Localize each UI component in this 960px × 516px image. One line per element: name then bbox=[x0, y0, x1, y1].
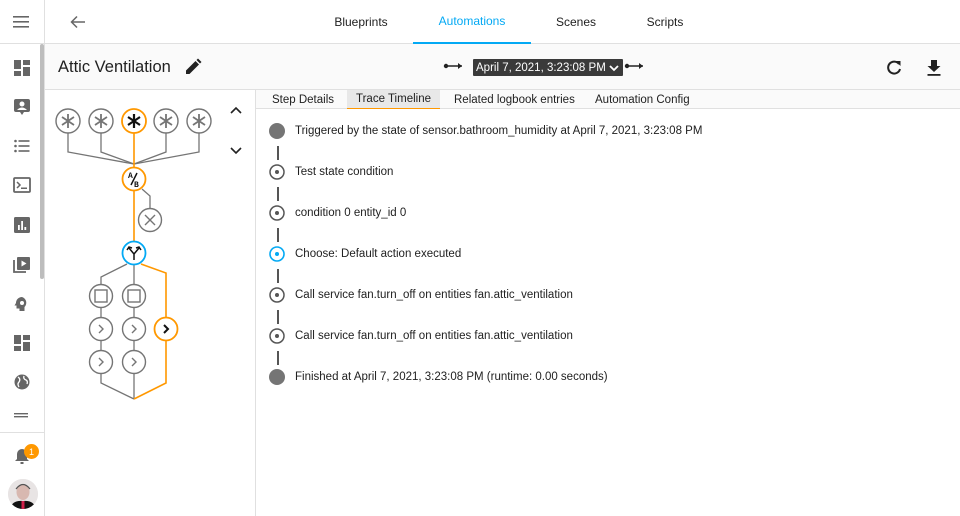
tab-related-logbook[interactable]: Related logbook entries bbox=[454, 93, 575, 106]
sidebar-item-dashboard[interactable] bbox=[11, 332, 33, 354]
timeline-text: Test state condition bbox=[295, 166, 394, 178]
list-icon bbox=[13, 137, 31, 155]
tab-automation-config[interactable]: Automation Config bbox=[595, 93, 690, 106]
page-title: Attic Ventilation bbox=[58, 58, 171, 76]
timeline-connector bbox=[277, 187, 279, 201]
drag-handle-icon bbox=[14, 411, 30, 419]
tab-scenes[interactable]: Scenes bbox=[555, 15, 597, 29]
automation-graph-panel bbox=[45, 90, 256, 516]
chart-bar-icon bbox=[13, 216, 31, 234]
sidebar-item-terminal[interactable] bbox=[11, 174, 33, 196]
account-box-icon bbox=[13, 98, 31, 116]
timeline-entry bbox=[268, 285, 573, 305]
sidebar-item-logbook[interactable] bbox=[11, 135, 33, 157]
timeline-connector bbox=[277, 351, 279, 365]
back-button[interactable] bbox=[67, 11, 89, 33]
timeline-entry-active bbox=[268, 244, 462, 264]
tab-blueprints[interactable]: Blueprints bbox=[334, 15, 388, 29]
sidebar-item-media[interactable] bbox=[11, 254, 33, 276]
trace-header bbox=[45, 45, 960, 90]
download-button[interactable] bbox=[923, 57, 945, 79]
timeline-text: Triggered by the state of sensor.bathroom_humidity at April 7, 2021, 3:23:08 PM bbox=[295, 125, 703, 137]
notification-badge: 1 bbox=[24, 444, 39, 459]
timeline-entry bbox=[268, 326, 573, 346]
menu-button[interactable] bbox=[0, 0, 44, 44]
trace-tabs bbox=[256, 90, 960, 109]
sidebar-item-history[interactable] bbox=[11, 214, 33, 236]
download-icon bbox=[925, 59, 943, 77]
svg-text:A: A bbox=[128, 172, 133, 181]
sidebar-item-people[interactable] bbox=[11, 96, 33, 118]
chevron-down-icon[interactable] bbox=[228, 142, 244, 158]
newer-trace-icon[interactable] bbox=[624, 60, 644, 72]
user-photo-icon bbox=[8, 479, 38, 509]
timeline-entry bbox=[268, 367, 608, 387]
older-trace-icon[interactable] bbox=[443, 60, 463, 72]
arrow-left-icon bbox=[70, 15, 86, 29]
timeline-connector bbox=[277, 146, 279, 160]
tab-trace-timeline[interactable]: Trace Timeline bbox=[347, 90, 440, 109]
sidebar-item-settings[interactable] bbox=[11, 293, 33, 315]
timeline-entry bbox=[268, 162, 394, 182]
sidebar-more[interactable] bbox=[11, 404, 33, 426]
automation-graph bbox=[45, 90, 225, 410]
filled-circle-icon bbox=[268, 368, 286, 386]
radio-circle-icon bbox=[268, 286, 286, 304]
timeline-text: Call service fan.turn_off on entities fan.attic_ventilation bbox=[295, 330, 573, 342]
sidebar-scrollbar[interactable] bbox=[40, 44, 44, 279]
radio-circle-icon bbox=[268, 327, 286, 345]
tab-scripts[interactable]: Scripts bbox=[646, 15, 684, 29]
refresh-button[interactable] bbox=[883, 57, 905, 79]
menu-icon bbox=[13, 15, 31, 29]
refresh-icon bbox=[885, 59, 903, 77]
radio-circle-active-icon bbox=[268, 245, 286, 263]
user-avatar[interactable] bbox=[8, 479, 38, 509]
timeline-connector bbox=[277, 269, 279, 283]
dashboard-icon bbox=[13, 59, 31, 77]
timeline-connector bbox=[277, 228, 279, 242]
timeline-text: Choose: Default action executed bbox=[295, 248, 462, 260]
tab-automations[interactable]: Automations bbox=[413, 0, 531, 44]
tab-step-details[interactable]: Step Details bbox=[272, 93, 335, 106]
timeline-connector bbox=[277, 310, 279, 324]
chevron-down-icon bbox=[608, 63, 620, 73]
trigger-nodes bbox=[56, 109, 211, 133]
radio-circle-icon bbox=[268, 163, 286, 181]
top-nav bbox=[45, 0, 960, 44]
console-icon bbox=[13, 176, 31, 194]
trace-select-value: April 7, 2021, 3:23:08 PM bbox=[476, 61, 606, 74]
sidebar bbox=[0, 0, 45, 516]
play-box-multiple-icon bbox=[13, 256, 31, 274]
timeline-entry bbox=[268, 121, 703, 141]
radio-circle-icon bbox=[268, 204, 286, 222]
trace-select[interactable] bbox=[473, 59, 623, 76]
timeline-text: condition 0 entity_id 0 bbox=[295, 207, 407, 219]
timeline-text: Call service fan.turn_off on entities fan.attic_ventilation bbox=[295, 289, 573, 301]
timeline-text: Finished at April 7, 2021, 3:23:08 PM (runtime: 0.00 seconds) bbox=[295, 371, 608, 383]
sidebar-item-map[interactable] bbox=[11, 371, 33, 393]
svg-text:B: B bbox=[134, 181, 139, 190]
sidebar-item-overview[interactable] bbox=[11, 57, 33, 79]
dashboard-icon bbox=[13, 334, 31, 352]
sidebar-divider bbox=[0, 432, 45, 433]
chevron-up-icon[interactable] bbox=[228, 103, 244, 119]
timeline-entry bbox=[268, 203, 407, 223]
trace-content bbox=[256, 90, 960, 516]
globe-icon bbox=[13, 373, 31, 391]
filled-circle-icon bbox=[268, 122, 286, 140]
edit-pencil-icon[interactable] bbox=[184, 58, 202, 76]
head-cog-icon bbox=[13, 295, 31, 313]
